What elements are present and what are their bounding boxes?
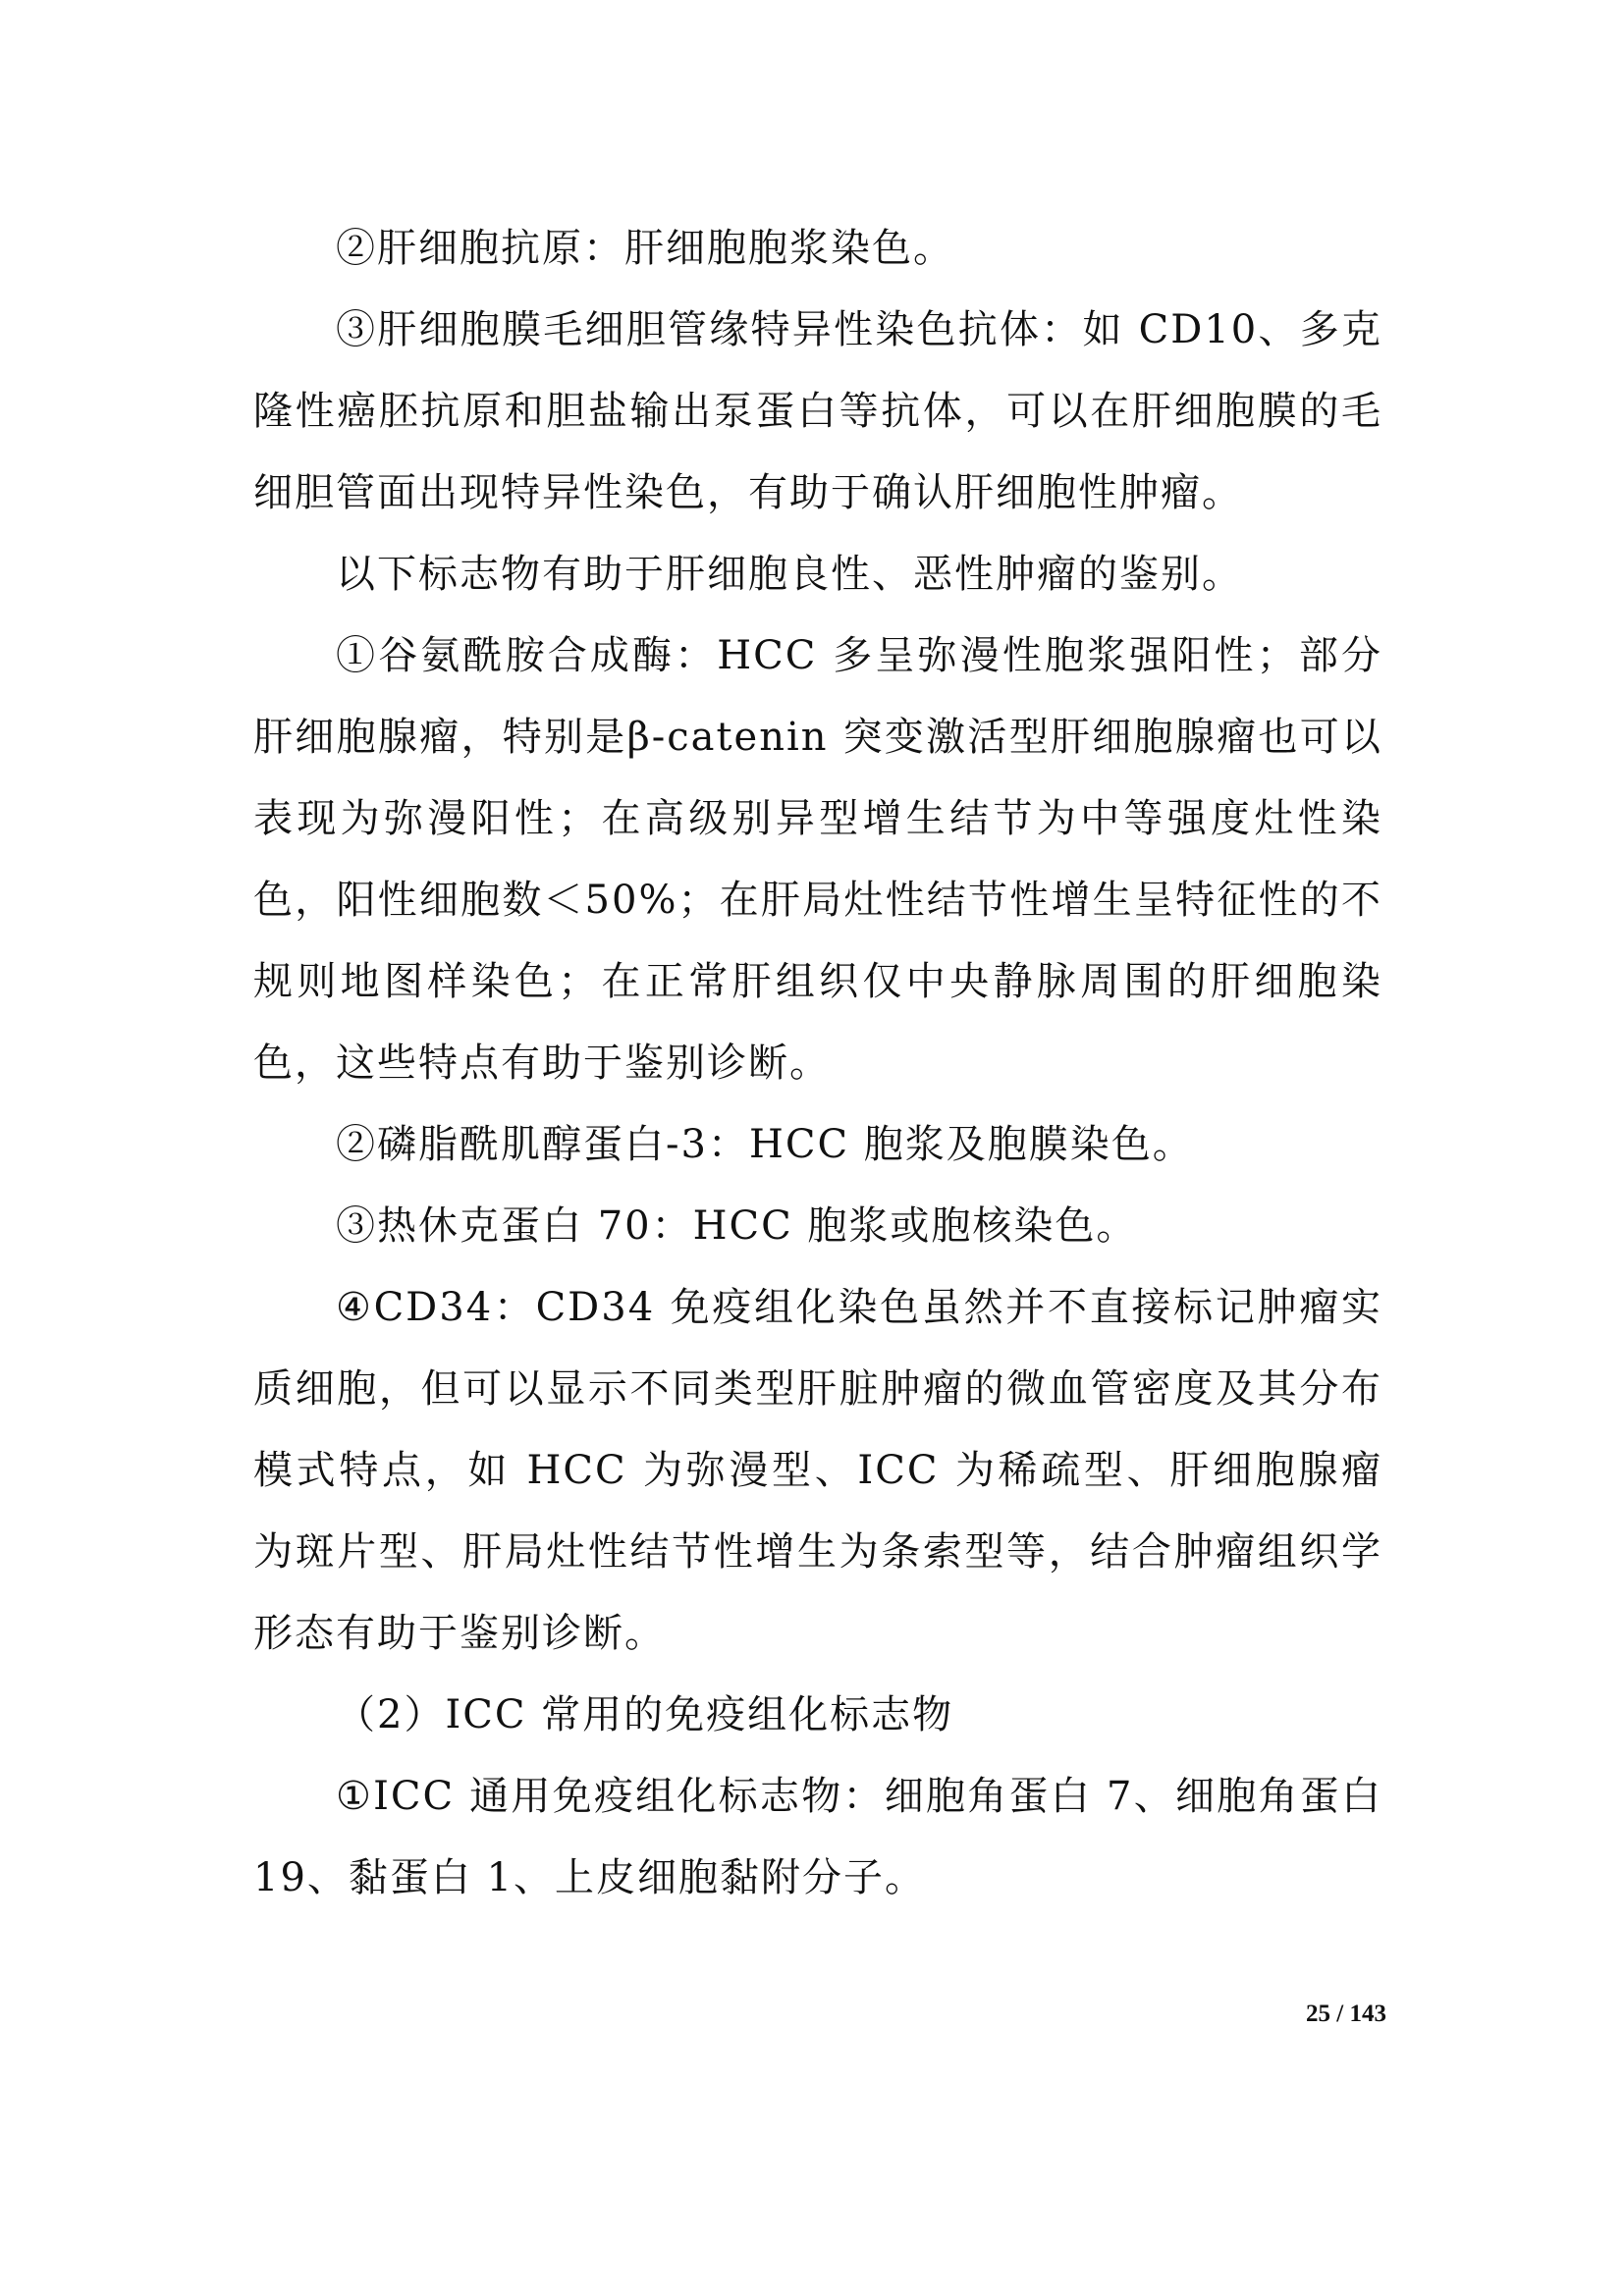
paragraph-hepatocyte-antigen: ②肝细胞抗原：肝细胞胞浆染色。: [336, 226, 954, 271]
body-text: [253, 208, 1382, 1919]
paragraph-benign-malignant-intro: 以下标志物有助于肝细胞良性、恶性肿瘤的鉴别。: [336, 552, 1243, 597]
paragraph-heat-shock-protein-70: ③热休克蛋白 70：HCC 胞浆或胞核染色。: [336, 1203, 1138, 1249]
paragraph-icc-general-markers: ①ICC 通用免疫组化标志物：细胞角蛋白 7、细胞角蛋白 19、黏蛋白 1、上皮细胞黏附分子。: [253, 1774, 1382, 1900]
paragraph-glypican-3: ②磷脂酰肌醇蛋白-3：HCC 胞浆及胞膜染色。: [336, 1122, 1194, 1167]
page-number: 25 / 143: [1306, 2001, 1386, 2027]
paragraph-cd34: ④CD34：CD34 免疫组化染色虽然并不直接标记肿瘤实质细胞，但可以显示不同类型肝脏肿瘤的微血管密度及其分布模式特点，如 HCC 为弥漫型、ICC 为稀疏型、肝细胞腺瘤为斑片型、肝局灶性结节性增生为条索型等，结合肿瘤组织学形态有助于鉴别诊断。: [253, 1285, 1382, 1656]
section-heading-icc-markers: （2）ICC 常用的免疫组化标志物: [336, 1692, 954, 1737]
paragraph-canalicular-antibodies: ③肝细胞膜毛细胆管缘特异性染色抗体：如 CD10、多克隆性癌胚抗原和胆盐输出泵蛋白等抗体，可以在肝细胞膜的毛细胆管面出现特异性染色，有助于确认肝细胞性肿瘤。: [253, 307, 1382, 515]
paragraph-glutamine-synthetase: ①谷氨酰胺合成酶：HCC 多呈弥漫性胞浆强阳性；部分肝细胞腺瘤，特别是β-catenin 突变激活型肝细胞腺瘤也可以表现为弥漫阳性；在高级别异型增生结节为中等强度灶性染色，阳性细胞数＜50%；在肝局灶性结节性增生呈特征性的不规则地图样染色；在正常肝组织仅中央静脉周围的肝细胞染色，这些特点有助于鉴别诊断。: [253, 633, 1382, 1086]
